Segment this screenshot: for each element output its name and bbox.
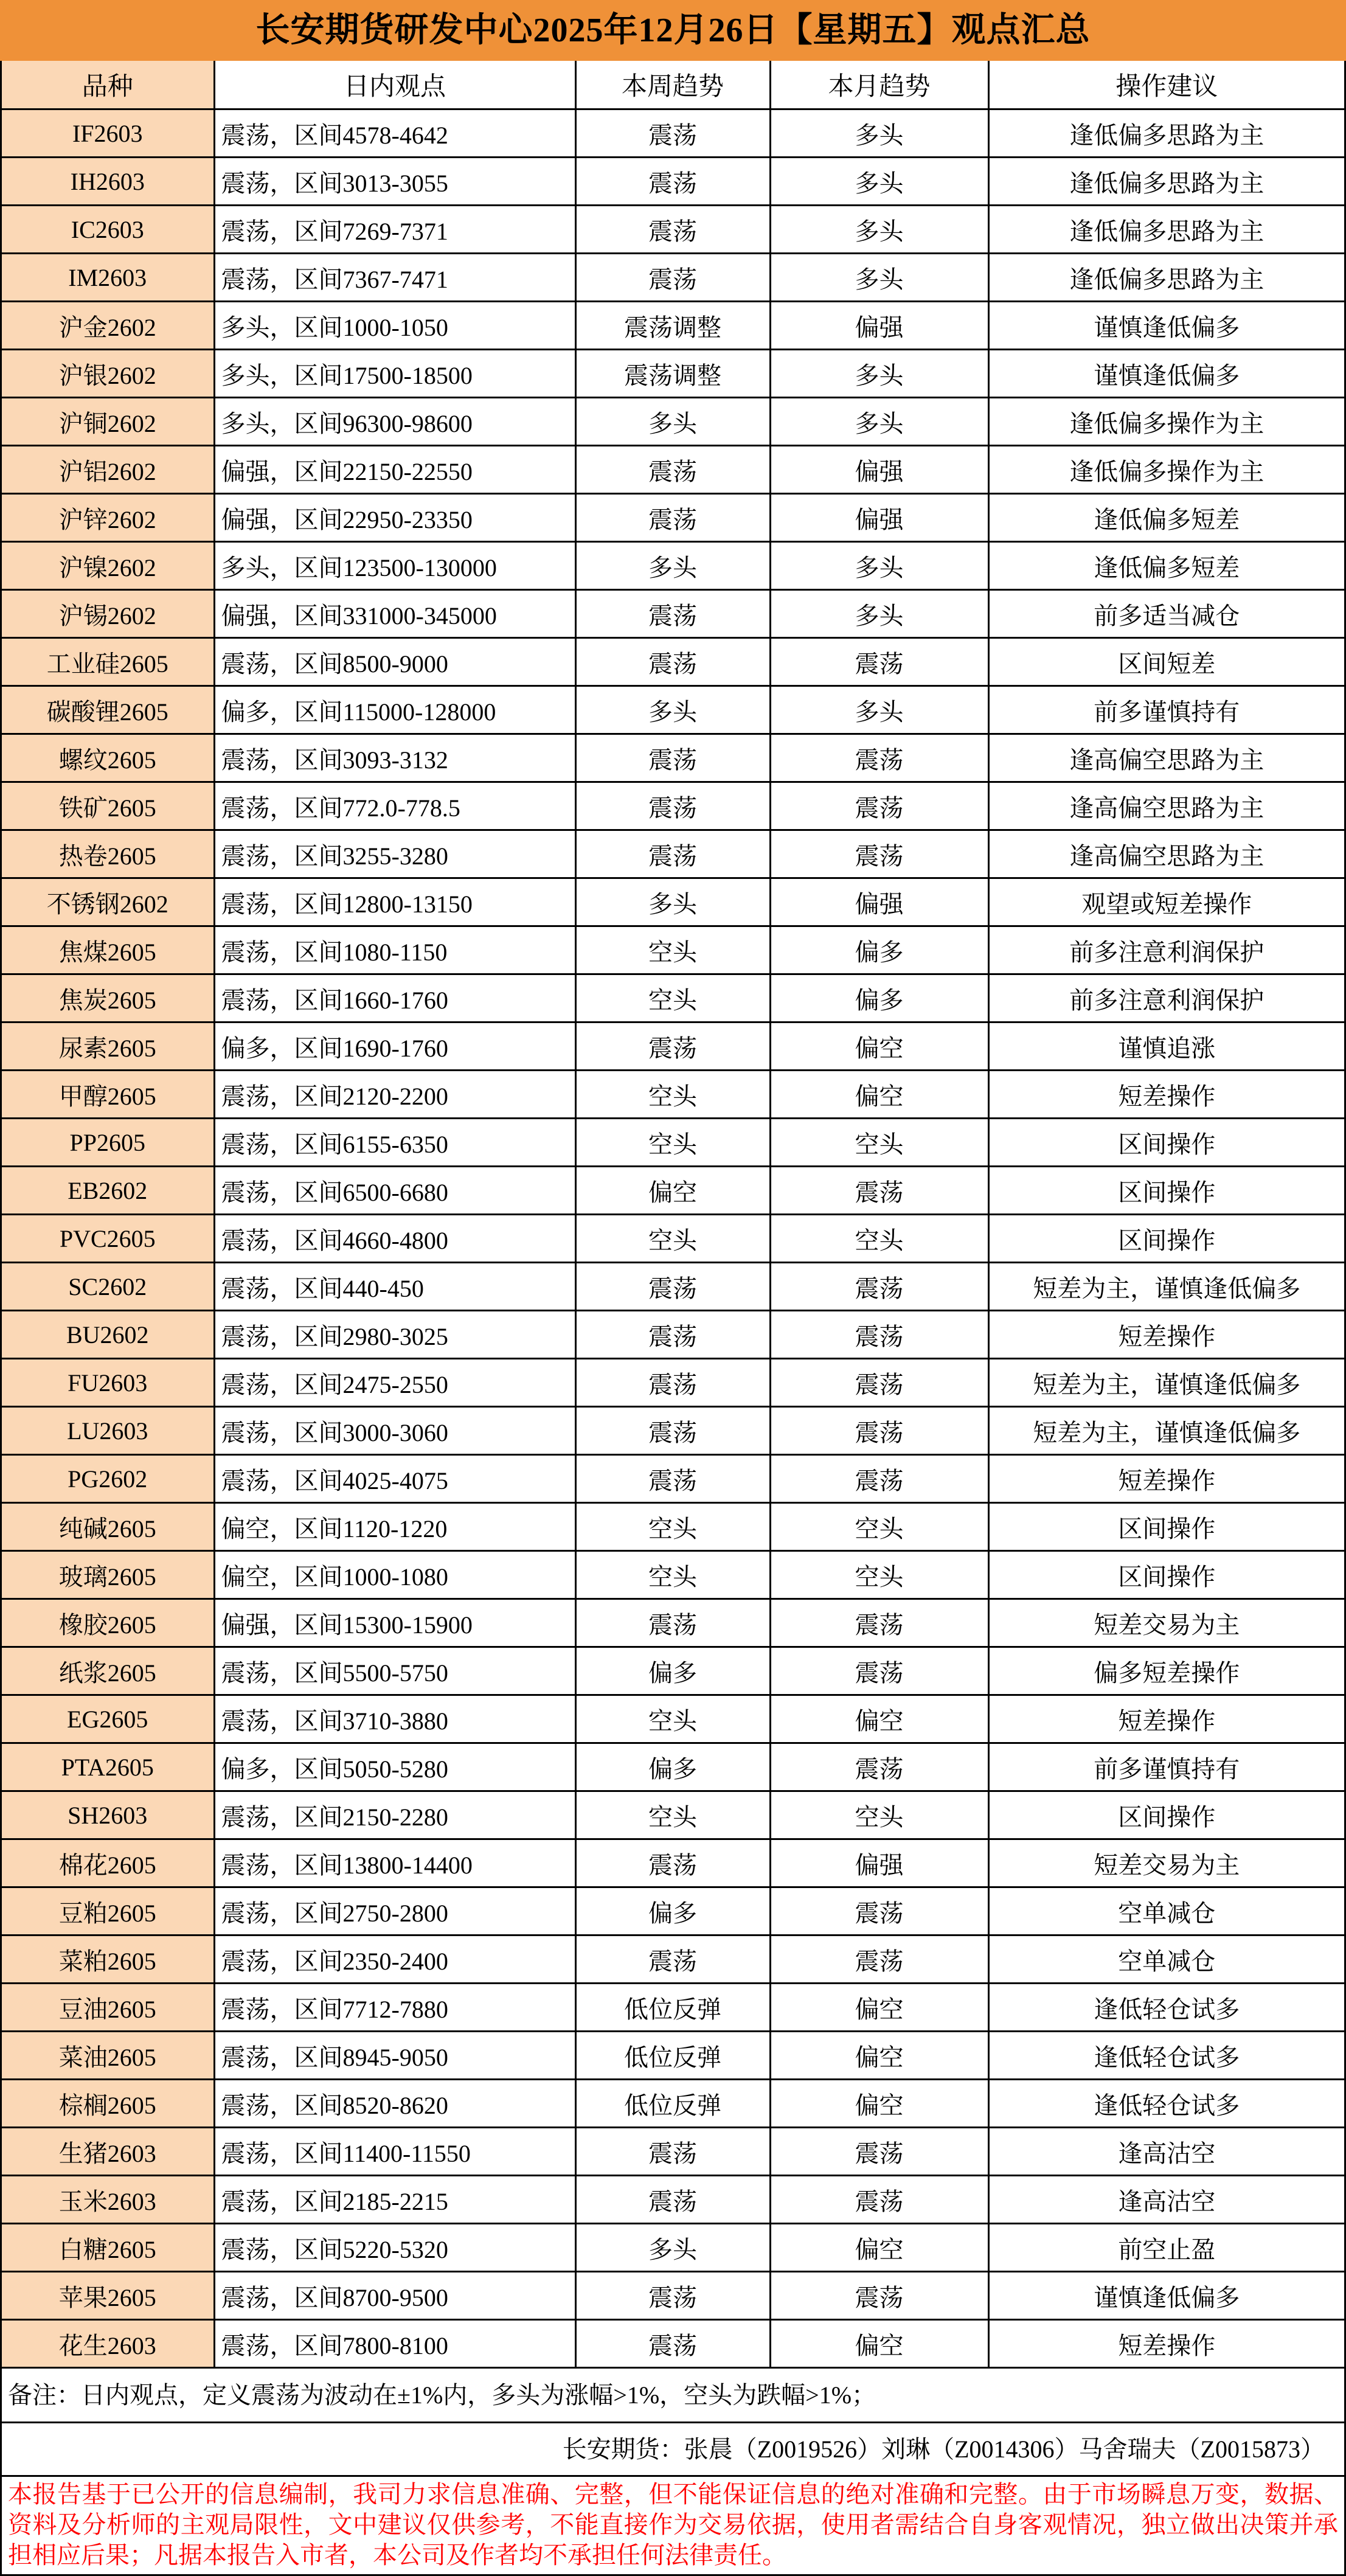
table-row xyxy=(2,206,1344,254)
advice-cell: 短差操作 xyxy=(988,1311,1344,1359)
table-row xyxy=(2,350,1344,398)
month-trend-cell: 多头 xyxy=(770,686,988,734)
month-trend-cell: 偏强 xyxy=(770,1839,988,1887)
advice-cell: 逢低偏多短差 xyxy=(988,494,1344,542)
variety-cell: 沪铜2602 xyxy=(2,398,214,446)
advice-cell: 逢低偏多思路为主 xyxy=(988,158,1344,206)
advice-cell: 逢高沽空 xyxy=(988,2176,1344,2224)
disclaimer-text: 本报告基于已公开的信息编制，我司力求信息准确、完整，但不能保证信息的绝对准确和完整。由于市场瞬息万变，数据、资料及分析师的主观局限性，文中建议仅供参考，不能直接作为交易依据，使用者需结合自身客观情况，独立做出决策并承担相应后果；凡据本报告入市者，本公司及作者均不承担任何法律责任。 xyxy=(8,2481,1338,2569)
advice-cell: 区间操作 xyxy=(988,1119,1344,1167)
intraday-view-cell: 震荡，区间2750-2800 xyxy=(214,1887,575,1935)
advice-cell: 前多注意利润保护 xyxy=(988,974,1344,1022)
week-trend-cell: 空头 xyxy=(575,1119,770,1167)
month-trend-cell: 偏强 xyxy=(770,494,988,542)
month-trend-cell: 震荡 xyxy=(770,1455,988,1503)
variety-cell: 玉米2603 xyxy=(2,2176,214,2224)
month-trend-cell: 震荡 xyxy=(770,1167,988,1215)
month-trend-cell: 震荡 xyxy=(770,1359,988,1407)
advice-cell: 区间操作 xyxy=(988,1551,1344,1599)
advice-cell: 短差为主，谨慎逢低偏多 xyxy=(988,1359,1344,1407)
week-trend-cell: 震荡调整 xyxy=(575,350,770,398)
week-trend-cell: 震荡 xyxy=(575,2176,770,2224)
variety-cell: LU2603 xyxy=(2,1407,214,1455)
variety-cell: 橡胶2605 xyxy=(2,1599,214,1647)
week-trend-cell: 震荡 xyxy=(575,734,770,782)
variety-cell: 花生2603 xyxy=(2,2320,214,2368)
intraday-view-cell: 震荡，区间4660-4800 xyxy=(214,1215,575,1263)
intraday-view-cell: 震荡，区间2120-2200 xyxy=(214,1071,575,1119)
advice-cell: 区间短差 xyxy=(988,638,1344,686)
table-row xyxy=(2,1599,1344,1647)
advice-cell: 短差交易为主 xyxy=(988,1839,1344,1887)
variety-cell: EG2605 xyxy=(2,1695,214,1743)
week-trend-cell: 空头 xyxy=(575,974,770,1022)
advice-cell: 前空止盈 xyxy=(988,2224,1344,2272)
table-row xyxy=(2,1455,1344,1503)
advice-cell: 逢低轻仓试多 xyxy=(988,2080,1344,2128)
month-trend-cell: 震荡 xyxy=(770,830,988,878)
advice-cell: 逢高偏空思路为主 xyxy=(988,734,1344,782)
variety-cell: 焦炭2605 xyxy=(2,974,214,1022)
variety-cell: 甲醇2605 xyxy=(2,1071,214,1119)
table-row xyxy=(2,1311,1344,1359)
advice-cell: 逢低偏多短差 xyxy=(988,542,1344,590)
week-trend-cell: 震荡 xyxy=(575,1935,770,1984)
table-row xyxy=(2,2272,1344,2320)
week-trend-cell: 偏多 xyxy=(575,1743,770,1791)
month-trend-cell: 偏多 xyxy=(770,926,988,974)
week-trend-cell: 空头 xyxy=(575,1551,770,1599)
week-trend-cell: 震荡 xyxy=(575,1455,770,1503)
intraday-view-cell: 偏空，区间1000-1080 xyxy=(214,1551,575,1599)
table-row xyxy=(2,109,1344,158)
intraday-view-cell: 震荡，区间11400-11550 xyxy=(214,2128,575,2176)
intraday-view-cell: 震荡，区间3255-3280 xyxy=(214,830,575,878)
week-trend-cell: 空头 xyxy=(575,926,770,974)
table-row xyxy=(2,1503,1344,1551)
month-trend-cell: 空头 xyxy=(770,1791,988,1839)
advice-cell: 短差为主，谨慎逢低偏多 xyxy=(988,1407,1344,1455)
advice-cell: 观望或短差操作 xyxy=(988,878,1344,926)
variety-cell: IM2603 xyxy=(2,254,214,302)
advice-cell: 空单减仓 xyxy=(988,1887,1344,1935)
variety-cell: 白糖2605 xyxy=(2,2224,214,2272)
intraday-view-cell: 震荡，区间2150-2280 xyxy=(214,1791,575,1839)
table-row xyxy=(2,878,1344,926)
month-trend-cell: 多头 xyxy=(770,206,988,254)
advice-cell: 谨慎追涨 xyxy=(988,1022,1344,1071)
table-row xyxy=(2,1935,1344,1984)
month-trend-cell: 震荡 xyxy=(770,2128,988,2176)
variety-cell: 纯碱2605 xyxy=(2,1503,214,1551)
advice-cell: 逢高偏空思路为主 xyxy=(988,830,1344,878)
table-row xyxy=(2,686,1344,734)
week-trend-cell: 震荡 xyxy=(575,2128,770,2176)
week-trend-cell: 震荡 xyxy=(575,1599,770,1647)
advice-cell: 前多适当减仓 xyxy=(988,590,1344,638)
table-row xyxy=(2,398,1344,446)
variety-cell: 尿素2605 xyxy=(2,1022,214,1071)
variety-cell: IF2603 xyxy=(2,109,214,158)
table-row xyxy=(2,926,1344,974)
month-trend-cell: 震荡 xyxy=(770,734,988,782)
advice-cell: 区间操作 xyxy=(988,1167,1344,1215)
month-trend-cell: 多头 xyxy=(770,590,988,638)
week-trend-cell: 空头 xyxy=(575,1695,770,1743)
week-trend-cell: 震荡 xyxy=(575,158,770,206)
month-trend-cell: 偏强 xyxy=(770,302,988,350)
month-trend-cell: 偏空 xyxy=(770,1695,988,1743)
intraday-view-cell: 偏强，区间15300-15900 xyxy=(214,1599,575,1647)
table-frame xyxy=(0,61,1346,2576)
advice-cell: 短差操作 xyxy=(988,1071,1344,1119)
table-row xyxy=(2,1791,1344,1839)
intraday-view-cell: 震荡，区间440-450 xyxy=(214,1263,575,1311)
advice-cell: 逢低偏多思路为主 xyxy=(988,206,1344,254)
variety-cell: 铁矿2605 xyxy=(2,782,214,830)
intraday-view-cell: 多头，区间1000-1050 xyxy=(214,302,575,350)
week-trend-cell: 震荡 xyxy=(575,638,770,686)
intraday-view-cell: 震荡，区间7367-7471 xyxy=(214,254,575,302)
table-row xyxy=(2,1215,1344,1263)
week-trend-cell: 多头 xyxy=(575,686,770,734)
advice-cell: 逢低轻仓试多 xyxy=(988,2032,1344,2080)
advice-cell: 空单减仓 xyxy=(988,1935,1344,1984)
month-trend-cell: 震荡 xyxy=(770,1935,988,1984)
month-trend-cell: 震荡 xyxy=(770,1311,988,1359)
intraday-view-cell: 偏多，区间115000-128000 xyxy=(214,686,575,734)
table-row xyxy=(2,2032,1344,2080)
month-trend-cell: 震荡 xyxy=(770,1743,988,1791)
month-trend-cell: 偏空 xyxy=(770,2224,988,2272)
week-trend-cell: 震荡 xyxy=(575,1022,770,1071)
week-trend-cell: 震荡 xyxy=(575,206,770,254)
variety-cell: 菜粕2605 xyxy=(2,1935,214,1984)
week-trend-cell: 震荡 xyxy=(575,1359,770,1407)
week-trend-cell: 多头 xyxy=(575,2224,770,2272)
advice-cell: 区间操作 xyxy=(988,1791,1344,1839)
variety-cell: 沪锌2602 xyxy=(2,494,214,542)
intraday-view-cell: 震荡，区间3710-3880 xyxy=(214,1695,575,1743)
advice-cell: 前多谨慎持有 xyxy=(988,686,1344,734)
month-trend-cell: 震荡 xyxy=(770,1263,988,1311)
intraday-view-cell: 震荡，区间4025-4075 xyxy=(214,1455,575,1503)
variety-cell: 沪银2602 xyxy=(2,350,214,398)
month-trend-cell: 震荡 xyxy=(770,1647,988,1695)
variety-cell: 豆油2605 xyxy=(2,1984,214,2032)
intraday-view-cell: 震荡，区间2475-2550 xyxy=(214,1359,575,1407)
month-trend-cell: 震荡 xyxy=(770,2176,988,2224)
intraday-view-cell: 震荡，区间772.0-778.5 xyxy=(214,782,575,830)
week-trend-cell: 震荡 xyxy=(575,1407,770,1455)
intraday-view-cell: 震荡，区间6500-6680 xyxy=(214,1167,575,1215)
intraday-view-cell: 偏强，区间22950-23350 xyxy=(214,494,575,542)
intraday-view-cell: 震荡，区间5220-5320 xyxy=(214,2224,575,2272)
week-trend-cell: 偏多 xyxy=(575,1887,770,1935)
table-row xyxy=(2,2320,1344,2368)
col-header-month: 本月趋势 xyxy=(770,61,988,109)
table-row xyxy=(2,1887,1344,1935)
week-trend-cell: 震荡 xyxy=(575,446,770,494)
variety-cell: PG2602 xyxy=(2,1455,214,1503)
intraday-view-cell: 偏强，区间331000-345000 xyxy=(214,590,575,638)
intraday-view-cell: 震荡，区间8520-8620 xyxy=(214,2080,575,2128)
table-row xyxy=(2,2224,1344,2272)
variety-cell: 棕榈2605 xyxy=(2,2080,214,2128)
advice-cell: 短差操作 xyxy=(988,1455,1344,1503)
table-row xyxy=(2,1022,1344,1071)
variety-cell: FU2603 xyxy=(2,1359,214,1407)
variety-cell: IC2603 xyxy=(2,206,214,254)
table-row xyxy=(2,302,1344,350)
intraday-view-cell: 震荡，区间3013-3055 xyxy=(214,158,575,206)
intraday-view-cell: 震荡，区间5500-5750 xyxy=(214,1647,575,1695)
table-row xyxy=(2,2176,1344,2224)
table-row xyxy=(2,1407,1344,1455)
month-trend-cell: 震荡 xyxy=(770,782,988,830)
variety-cell: 螺纹2605 xyxy=(2,734,214,782)
table-row xyxy=(2,542,1344,590)
col-header-intraday: 日内观点 xyxy=(214,61,575,109)
intraday-view-cell: 震荡，区间8945-9050 xyxy=(214,2032,575,2080)
advice-cell: 区间操作 xyxy=(988,1503,1344,1551)
variety-cell: IH2603 xyxy=(2,158,214,206)
table-row xyxy=(2,1695,1344,1743)
week-trend-cell: 低位反弹 xyxy=(575,2032,770,2080)
month-trend-cell: 偏空 xyxy=(770,1022,988,1071)
intraday-view-cell: 震荡，区间4578-4642 xyxy=(214,109,575,158)
advice-cell: 逢低偏多操作为主 xyxy=(988,398,1344,446)
table-row xyxy=(2,974,1344,1022)
variety-cell: 棉花2605 xyxy=(2,1839,214,1887)
week-trend-cell: 多头 xyxy=(575,398,770,446)
advice-cell: 逢低轻仓试多 xyxy=(988,1984,1344,2032)
intraday-view-cell: 多头，区间123500-130000 xyxy=(214,542,575,590)
variety-cell: 不锈钢2602 xyxy=(2,878,214,926)
advice-cell: 短差操作 xyxy=(988,2320,1344,2368)
intraday-view-cell: 震荡，区间1080-1150 xyxy=(214,926,575,974)
month-trend-cell: 震荡 xyxy=(770,2272,988,2320)
advice-cell: 前多注意利润保护 xyxy=(988,926,1344,974)
table-row xyxy=(2,1551,1344,1599)
month-trend-cell: 空头 xyxy=(770,1551,988,1599)
month-trend-cell: 多头 xyxy=(770,350,988,398)
week-trend-cell: 多头 xyxy=(575,878,770,926)
table-row xyxy=(2,1119,1344,1167)
advice-cell: 偏多短差操作 xyxy=(988,1647,1344,1695)
intraday-view-cell: 偏多，区间1690-1760 xyxy=(214,1022,575,1071)
col-header-advice: 操作建议 xyxy=(988,61,1344,109)
table-row xyxy=(2,830,1344,878)
week-trend-cell: 多头 xyxy=(575,542,770,590)
advice-cell: 逢低偏多思路为主 xyxy=(988,254,1344,302)
table-row xyxy=(2,446,1344,494)
advice-cell: 区间操作 xyxy=(988,1215,1344,1263)
week-trend-cell: 震荡 xyxy=(575,590,770,638)
variety-cell: 沪锡2602 xyxy=(2,590,214,638)
month-trend-cell: 偏空 xyxy=(770,1071,988,1119)
variety-cell: 工业硅2605 xyxy=(2,638,214,686)
week-trend-cell: 空头 xyxy=(575,1071,770,1119)
intraday-view-cell: 震荡，区间8500-9000 xyxy=(214,638,575,686)
col-header-week: 本周趋势 xyxy=(575,61,770,109)
week-trend-cell: 震荡 xyxy=(575,2272,770,2320)
advice-cell: 前多谨慎持有 xyxy=(988,1743,1344,1791)
week-trend-cell: 震荡调整 xyxy=(575,302,770,350)
variety-cell: PP2605 xyxy=(2,1119,214,1167)
intraday-view-cell: 多头，区间96300-98600 xyxy=(214,398,575,446)
intraday-view-cell: 震荡，区间8700-9500 xyxy=(214,2272,575,2320)
week-trend-cell: 震荡 xyxy=(575,1263,770,1311)
variety-cell: 生猪2603 xyxy=(2,2128,214,2176)
advice-cell: 短差为主，谨慎逢低偏多 xyxy=(988,1263,1344,1311)
variety-cell: 豆粕2605 xyxy=(2,1887,214,1935)
table-row xyxy=(2,494,1344,542)
variety-cell: 沪镍2602 xyxy=(2,542,214,590)
advice-cell: 逢低偏多思路为主 xyxy=(988,109,1344,158)
opinion-table xyxy=(2,61,1344,2369)
month-trend-cell: 偏强 xyxy=(770,878,988,926)
week-trend-cell: 震荡 xyxy=(575,254,770,302)
month-trend-cell: 多头 xyxy=(770,158,988,206)
variety-cell: 纸浆2605 xyxy=(2,1647,214,1695)
variety-cell: PVC2605 xyxy=(2,1215,214,1263)
variety-cell: SC2602 xyxy=(2,1263,214,1311)
table-row xyxy=(2,254,1344,302)
advice-cell: 短差操作 xyxy=(988,1695,1344,1743)
month-trend-cell: 偏空 xyxy=(770,2320,988,2368)
advice-cell: 谨慎逢低偏多 xyxy=(988,2272,1344,2320)
table-row xyxy=(2,158,1344,206)
table-row xyxy=(2,1743,1344,1791)
month-trend-cell: 偏空 xyxy=(770,2032,988,2080)
week-trend-cell: 震荡 xyxy=(575,782,770,830)
month-trend-cell: 空头 xyxy=(770,1503,988,1551)
week-trend-cell: 空头 xyxy=(575,1503,770,1551)
variety-cell: 焦煤2605 xyxy=(2,926,214,974)
intraday-view-cell: 震荡，区间3000-3060 xyxy=(214,1407,575,1455)
variety-cell: 碳酸锂2605 xyxy=(2,686,214,734)
week-trend-cell: 震荡 xyxy=(575,1839,770,1887)
intraday-view-cell: 震荡，区间12800-13150 xyxy=(214,878,575,926)
intraday-view-cell: 震荡，区间2980-3025 xyxy=(214,1311,575,1359)
table-row xyxy=(2,2128,1344,2176)
week-trend-cell: 震荡 xyxy=(575,830,770,878)
note-row: 备注：日内观点，定义震荡为波动在±1%内，多头为涨幅>1%，空头为跌幅>1%； xyxy=(2,2369,1344,2423)
month-trend-cell: 多头 xyxy=(770,398,988,446)
intraday-view-cell: 震荡，区间7269-7371 xyxy=(214,206,575,254)
month-trend-cell: 偏强 xyxy=(770,446,988,494)
col-header-variety: 品种 xyxy=(2,61,214,109)
variety-cell: PTA2605 xyxy=(2,1743,214,1791)
month-trend-cell: 多头 xyxy=(770,109,988,158)
month-trend-cell: 偏多 xyxy=(770,974,988,1022)
week-trend-cell: 空头 xyxy=(575,1215,770,1263)
advice-cell: 谨慎逢低偏多 xyxy=(988,302,1344,350)
intraday-view-cell: 震荡，区间6155-6350 xyxy=(214,1119,575,1167)
month-trend-cell: 空头 xyxy=(770,1119,988,1167)
intraday-view-cell: 震荡，区间1660-1760 xyxy=(214,974,575,1022)
month-trend-cell: 空头 xyxy=(770,1215,988,1263)
month-trend-cell: 多头 xyxy=(770,542,988,590)
analyst-signature-row: 长安期货：张晨（Z0019526）刘琳（Z0014306）马舍瑞夫（Z0015873） xyxy=(2,2423,1344,2477)
variety-cell: EB2602 xyxy=(2,1167,214,1215)
table-row xyxy=(2,1263,1344,1311)
advice-cell: 逢低偏多操作为主 xyxy=(988,446,1344,494)
week-trend-cell: 低位反弹 xyxy=(575,1984,770,2032)
table-row xyxy=(2,1167,1344,1215)
intraday-view-cell: 震荡，区间3093-3132 xyxy=(214,734,575,782)
week-trend-cell: 震荡 xyxy=(575,494,770,542)
month-trend-cell: 偏空 xyxy=(770,2080,988,2128)
month-trend-cell: 偏空 xyxy=(770,1984,988,2032)
week-trend-cell: 震荡 xyxy=(575,2320,770,2368)
advice-cell: 谨慎逢低偏多 xyxy=(988,350,1344,398)
variety-cell: 热卷2605 xyxy=(2,830,214,878)
table-row xyxy=(2,782,1344,830)
intraday-view-cell: 震荡，区间7800-8100 xyxy=(214,2320,575,2368)
week-trend-cell: 偏多 xyxy=(575,1647,770,1695)
table-row xyxy=(2,1071,1344,1119)
table-row xyxy=(2,638,1344,686)
intraday-view-cell: 震荡，区间7712-7880 xyxy=(214,1984,575,2032)
table-row xyxy=(2,1647,1344,1695)
intraday-view-cell: 震荡，区间2350-2400 xyxy=(214,1935,575,1984)
variety-cell: 沪铝2602 xyxy=(2,446,214,494)
table-row xyxy=(2,590,1344,638)
week-trend-cell: 偏空 xyxy=(575,1167,770,1215)
advice-cell: 逢高偏空思路为主 xyxy=(988,782,1344,830)
advice-cell: 逢高沽空 xyxy=(988,2128,1344,2176)
intraday-view-cell: 偏强，区间22150-22550 xyxy=(214,446,575,494)
variety-cell: 玻璃2605 xyxy=(2,1551,214,1599)
advice-cell: 短差交易为主 xyxy=(988,1599,1344,1647)
intraday-view-cell: 偏多，区间5050-5280 xyxy=(214,1743,575,1791)
variety-cell: SH2603 xyxy=(2,1791,214,1839)
variety-cell: 苹果2605 xyxy=(2,2272,214,2320)
intraday-view-cell: 震荡，区间13800-14400 xyxy=(214,1839,575,1887)
week-trend-cell: 震荡 xyxy=(575,1311,770,1359)
variety-cell: BU2602 xyxy=(2,1311,214,1359)
intraday-view-cell: 多头，区间17500-18500 xyxy=(214,350,575,398)
week-trend-cell: 空头 xyxy=(575,1791,770,1839)
week-trend-cell: 低位反弹 xyxy=(575,2080,770,2128)
month-trend-cell: 震荡 xyxy=(770,1599,988,1647)
month-trend-cell: 震荡 xyxy=(770,1887,988,1935)
variety-cell: 沪金2602 xyxy=(2,302,214,350)
page-title: 长安期货研发中心2025年12月26日【星期五】观点汇总 xyxy=(0,0,1346,61)
month-trend-cell: 多头 xyxy=(770,254,988,302)
table-row xyxy=(2,1839,1344,1887)
week-trend-cell: 震荡 xyxy=(575,109,770,158)
table-row xyxy=(2,1359,1344,1407)
intraday-view-cell: 偏空，区间1120-1220 xyxy=(214,1503,575,1551)
header-row xyxy=(2,61,1344,109)
intraday-view-cell: 震荡，区间2185-2215 xyxy=(214,2176,575,2224)
table-row xyxy=(2,734,1344,782)
variety-cell: 菜油2605 xyxy=(2,2032,214,2080)
table-row xyxy=(2,2080,1344,2128)
month-trend-cell: 震荡 xyxy=(770,1407,988,1455)
month-trend-cell: 震荡 xyxy=(770,638,988,686)
table-row xyxy=(2,1984,1344,2032)
